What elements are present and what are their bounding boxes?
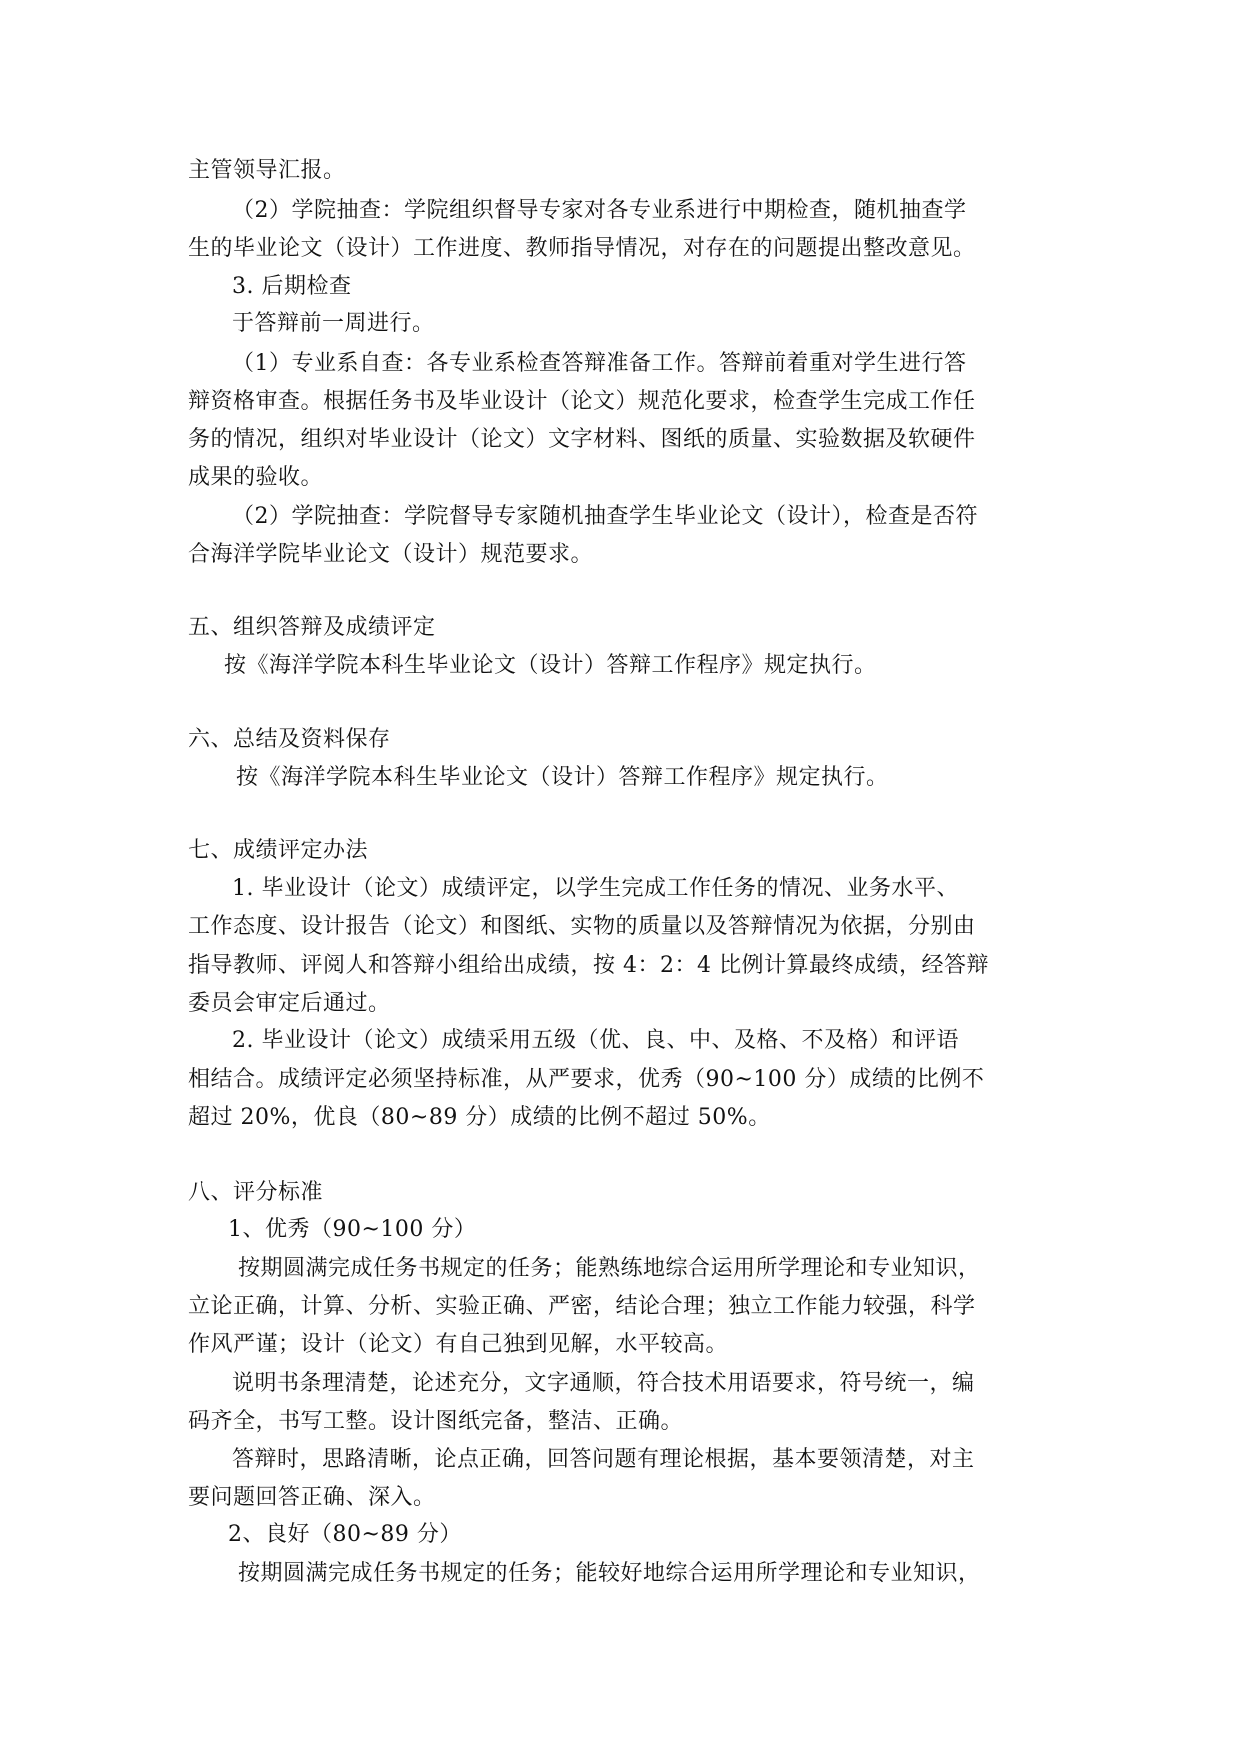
- text-line: 1. 毕业设计（论文）成绩评定，以学生完成工作任务的情况、业务水平、: [232, 876, 959, 901]
- text-line: 码齐全，书写工整。设计图纸完备，整洁、正确。: [188, 1409, 684, 1434]
- text-line: 要问题回答正确、深入。: [188, 1485, 436, 1510]
- text-line: 务的情况，组织对毕业设计（论文）文字材料、图纸的质量、实验数据及软硬件: [188, 427, 976, 452]
- text-line: 答辩时，思路清晰，论点正确，回答问题有理论根据，基本要领清楚，对主: [232, 1447, 975, 1472]
- text-line: 说明书条理清楚，论述充分，文字通顺，符合技术用语要求，符号统一，编: [232, 1371, 975, 1396]
- section-subheading: 3. 后期检查: [232, 274, 352, 299]
- text-line: 按期圆满完成任务书规定的任务；能较好地综合运用所学理论和专业知识，: [238, 1561, 981, 1586]
- text-line: 于答辩前一周进行。: [232, 311, 435, 336]
- text-line: 工作态度、设计报告（论文）和图纸、实物的质量以及答辩情况为依据，分别由: [188, 914, 976, 939]
- text-line: 按期圆满完成任务书规定的任务；能熟练地综合运用所学理论和专业知识，: [238, 1256, 981, 1281]
- text-line: （2）学院抽查：学院督导专家随机抽查学生毕业论文（设计），检查是否符: [232, 504, 978, 529]
- section-subheading: 2、良好（80~89 分）: [228, 1522, 462, 1547]
- section-heading: 八、评分标准: [188, 1180, 324, 1205]
- section-heading: 七、成绩评定办法: [188, 838, 369, 863]
- section-heading: 六、总结及资料保存: [188, 727, 391, 752]
- text-line: 按《海洋学院本科生毕业论文（设计）答辩工作程序》规定执行。: [236, 765, 889, 790]
- text-line: 立论正确，计算、分析、实验正确、严密，结论合理；独立工作能力较强，科学: [188, 1294, 976, 1319]
- text-line: 2. 毕业设计（论文）成绩采用五级（优、良、中、及格、不及格）和评语: [232, 1028, 959, 1053]
- text-line: 合海洋学院毕业论文（设计）规范要求。: [188, 542, 594, 567]
- section-subheading: 1、优秀（90~100 分）: [228, 1217, 477, 1242]
- text-line: 按《海洋学院本科生毕业论文（设计）答辩工作程序》规定执行。: [224, 653, 877, 678]
- text-line: 超过 20%，优良（80~89 分）成绩的比例不超过 50%。: [188, 1105, 771, 1130]
- text-line: （2）学院抽查：学院组织督导专家对各专业系进行中期检查，随机抽查学: [232, 198, 967, 223]
- text-line: （1）专业系自查：各专业系检查答辩准备工作。答辩前着重对学生进行答: [232, 351, 967, 376]
- text-line: 成果的验收。: [188, 465, 324, 490]
- text-line: 相结合。成绩评定必须坚持标准，从严要求，优秀（90~100 分）成绩的比例不: [188, 1067, 985, 1092]
- text-line: 生的毕业论文（设计）工作进度、教师指导情况，对存在的问题提出整改意见。: [188, 236, 976, 261]
- text-line: 指导教师、评阅人和答辩小组给出成绩，按 4：2：4 比例计算最终成绩，经答辩: [188, 953, 989, 978]
- text-line: 作风严谨；设计（论文）有自己独到见解，水平较高。: [188, 1332, 729, 1357]
- text-line: 委员会审定后通过。: [188, 991, 391, 1016]
- text-line: 辩资格审查。根据任务书及毕业设计（论文）规范化要求，检查学生完成工作任: [188, 389, 976, 414]
- section-heading: 五、组织答辩及成绩评定: [188, 615, 436, 640]
- text-line: 主管领导汇报。: [188, 158, 346, 183]
